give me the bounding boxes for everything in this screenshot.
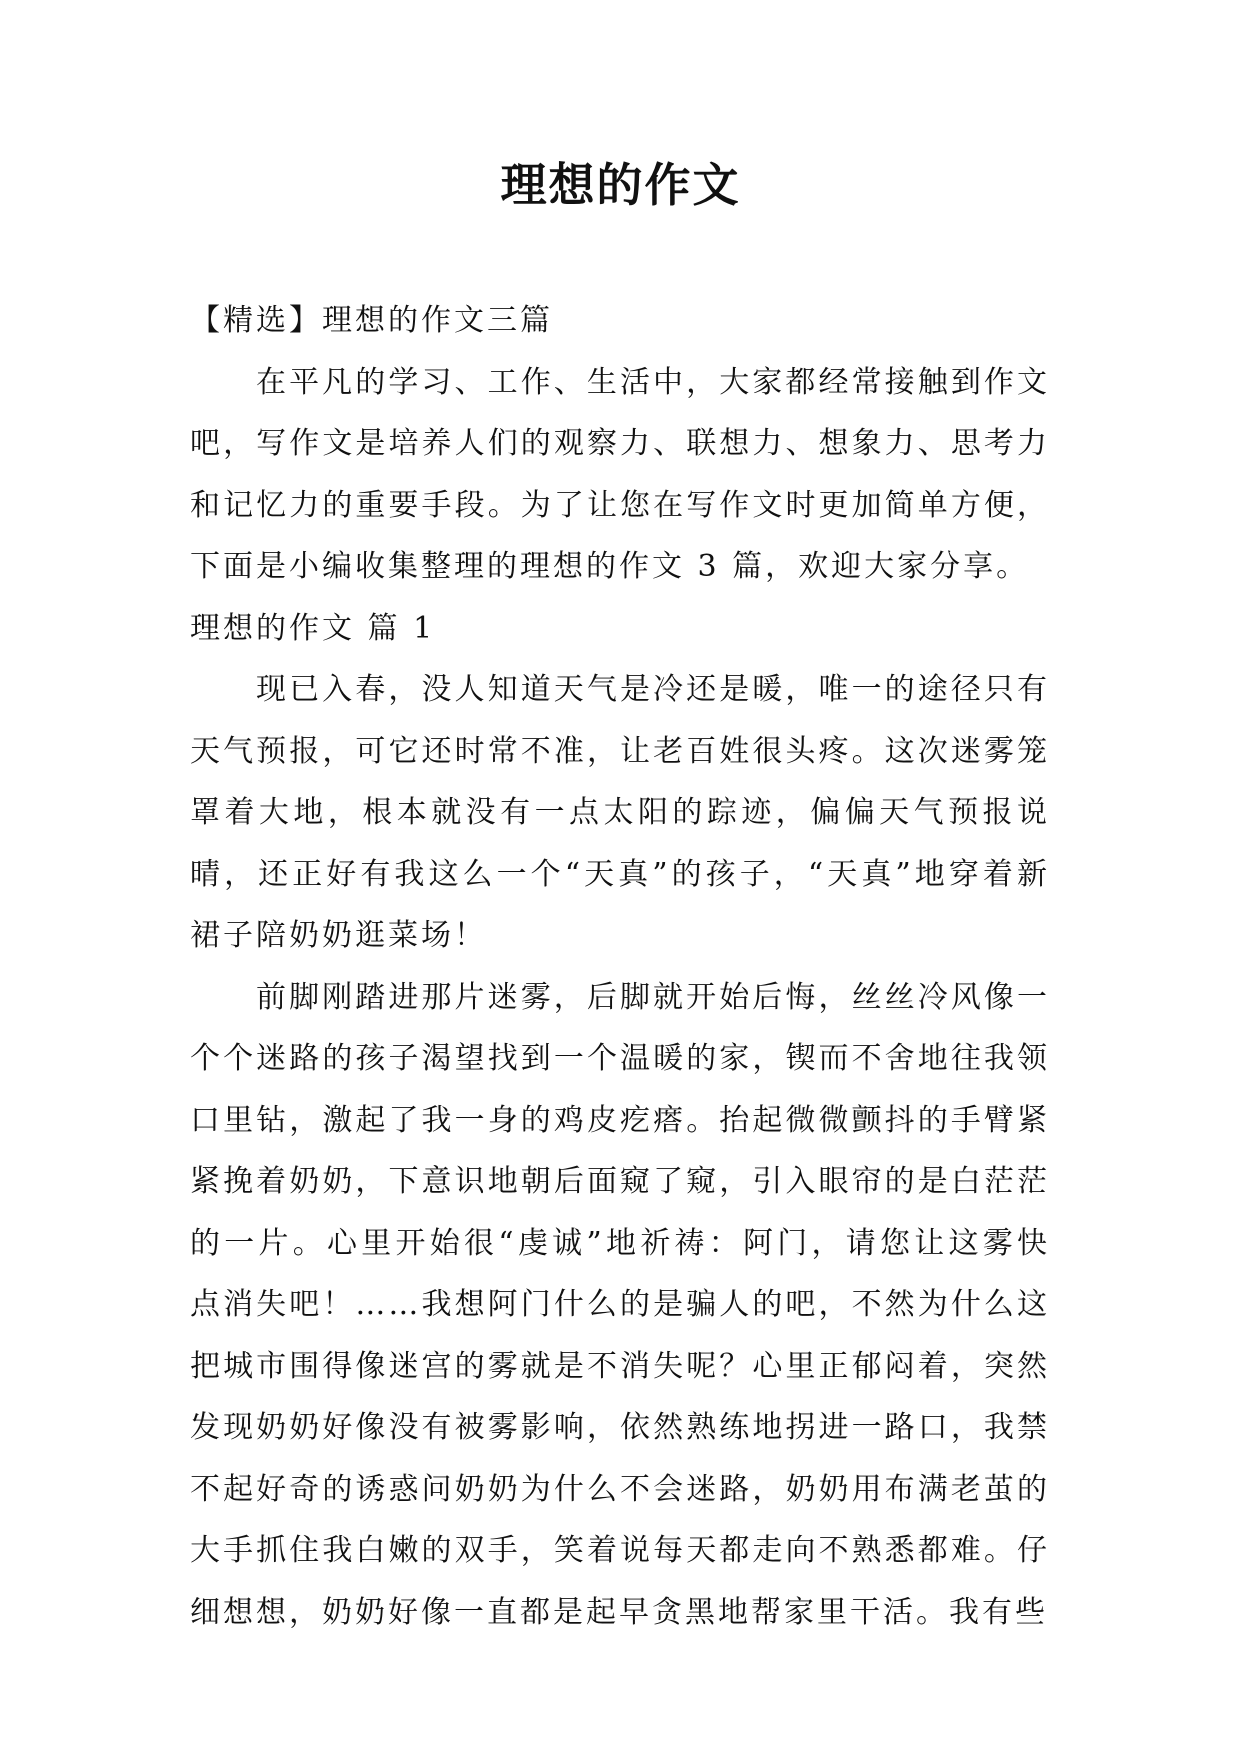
document-subtitle: 【精选】理想的作文三篇 xyxy=(190,303,553,338)
section-heading: 理想的作文 篇 1 xyxy=(190,610,436,646)
document-body xyxy=(190,290,1050,1643)
intro-paragraph: 在平凡的学习、工作、生活中，大家都经常接触到作文吧，写作文是培养人们的观察力、联想力、想象力、思考力和记忆力的重要手段。为了让您在写作文时更加简单方便，下面是小编收集整理的理想的作文 3 篇，欢迎大家分享。 xyxy=(190,364,1050,584)
document-title: 理想的作文 xyxy=(500,158,741,212)
body-paragraph: 现已入春，没人知道天气是冷还是暖，唯一的途径只有天气预报，可它还时常不准，让老百姓很头疼。这次迷雾笼罩着大地，根本就没有一点太阳的踪迹，偏偏天气预报说晴，还正好有我这么一个“天真”的孩子，“天真”地穿着新裙子陪奶奶逛菜场！ xyxy=(190,672,1050,953)
body-paragraph: 前脚刚踏进那片迷雾，后脚就开始后悔，丝丝冷风像一个个迷路的孩子渴望找到一个温暖的家，锲而不舍地往我领口里钻，激起了我一身的鸡皮疙瘩。抬起微微颤抖的手臂紧紧挽着奶奶，下意识地朝后面窥了窥，引入眼帘的是白茫茫的一片。心里开始很“虔诚”地祈祷：阿门，请您让这雾快点消失吧！……我想阿门什么的是骗人的吧，不然为什么这把城市围得像迷宫的雾就是不消失呢？心里正郁闷着，突然发现奶奶好像没有被雾影响，依然熟练地拐进一路口，我禁不起好奇的诱惑问奶奶为什么不会迷路，奶奶用布满老茧的大手抓住我白嫩的双手，笑着说每天都走向不熟悉都难。仔细想想，奶奶好像一直都是起早贪黑地帮家里干活。我有些 xyxy=(190,979,1050,1630)
